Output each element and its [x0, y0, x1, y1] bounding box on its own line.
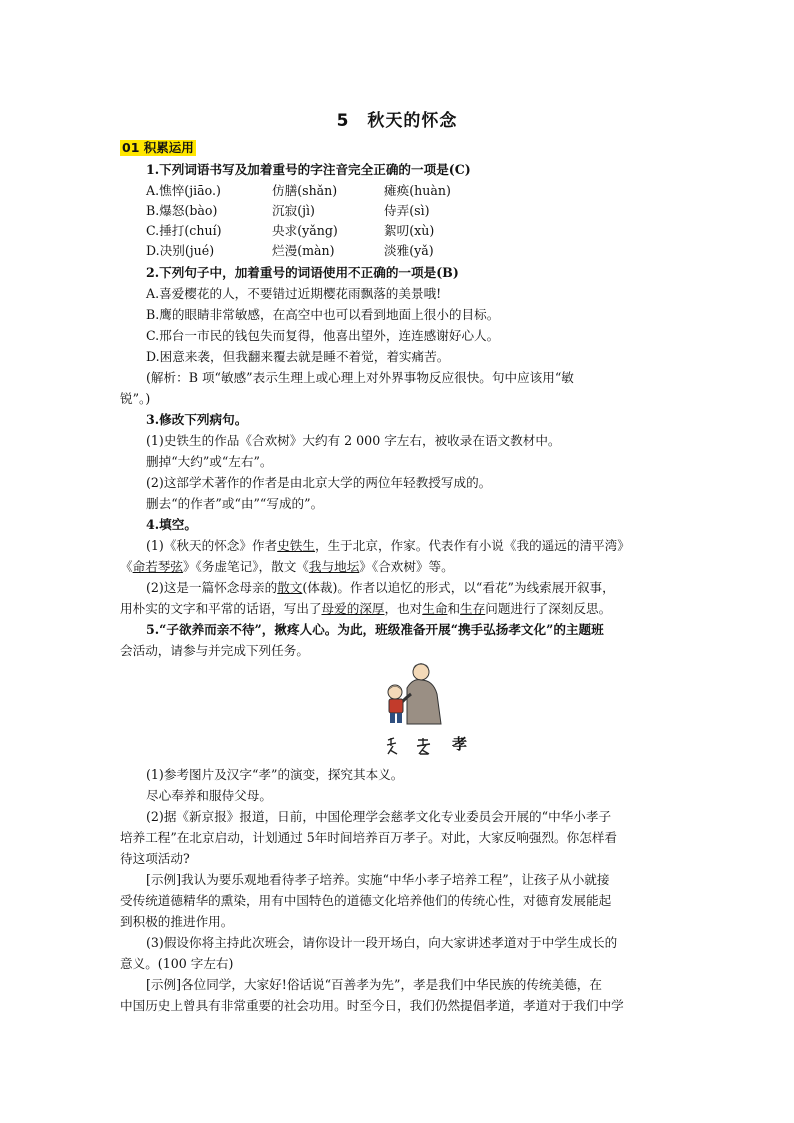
- option-word: 淡雅(yǎ): [384, 243, 434, 258]
- option-word: 侍弄(sì): [384, 203, 430, 218]
- q5-answer-2-cont: 到积极的推进作用。: [120, 914, 234, 929]
- q4-line-1: [146, 536, 680, 556]
- section-heading: 01 积累运用: [122, 140, 194, 155]
- q2-analysis: (解析：B 项“敏感”表示生理上或心理上对外界事物反应很快。句中应该用“敏: [146, 370, 574, 385]
- q5-answer-3-cont: 中国历史上曾具有非常重要的社会功用。时至今日，我们仍然提倡孝道，孝道对于我们中学: [120, 998, 624, 1013]
- answer-blank: 命若琴弦: [132, 559, 183, 574]
- option-word: 沉寂(jì): [272, 203, 315, 218]
- text: (体裁)。作者以追忆的形式，以“看花”为线索展开叙事，: [302, 580, 615, 595]
- text: 问题进行了深刻反思。: [485, 601, 612, 616]
- q4-line-2: [120, 557, 680, 577]
- text: 用朴实的文字和平常的话语，写出了: [120, 601, 322, 616]
- q2-option-c: C.邢台一市民的钱包失而复得，他喜出望外，连连感谢好心人。: [146, 328, 500, 343]
- option-word: 央求(yǎng): [272, 223, 338, 238]
- q5-part-2: (2)据《新京报》报道，日前，中国伦理学会慈孝文化专业委员会开展的“中华小孝子: [146, 809, 612, 824]
- q1-option-a: [146, 181, 680, 201]
- q5-answer-2-cont: 受传统道德精华的熏染，用有中国特色的道德文化培养他们的传统心性，对德育发展能起: [120, 893, 612, 908]
- option-word: B.爆怒(bào): [146, 203, 218, 218]
- q5-part-2-cont: 培养工程”在北京启动，计划通过 5年时间培养百万孝子。对此，大家反响强烈。你怎样看: [120, 830, 618, 845]
- text: ，也对: [384, 601, 423, 616]
- text: 《: [120, 559, 133, 574]
- option-word: 絮叨(xù): [384, 223, 435, 238]
- answer-blank: 生命: [422, 601, 448, 616]
- q2-option-a: A.喜爱樱花的人，不要错过近期樱花雨飘落的美景哦!: [146, 286, 442, 301]
- text: (2)这是一篇怀念母亲的: [146, 580, 278, 595]
- q4-line-3: [146, 578, 680, 598]
- answer-blank: 生存: [460, 601, 486, 616]
- q2-analysis-cont: 锐”。): [120, 391, 151, 406]
- page-title: [0, 106, 794, 131]
- answer-blank: 散文: [277, 580, 303, 595]
- answer-blank: 史铁生: [277, 538, 315, 553]
- q5-stem: 5.“子欲养而亲不待”，揪疼人心。为此，班级准备开展“携手弘扬孝文化”的主题班: [146, 622, 604, 637]
- q4-line-4: [120, 599, 680, 619]
- option-word: D.决别(jué): [146, 243, 215, 258]
- q5-part-3: (3)假设你将主持此次班会，请你设计一段开场白，向大家讲述孝道对于中学生成长的: [146, 935, 618, 950]
- q1-option-c: [146, 221, 680, 241]
- text: ，生于北京，作家。代表作有小说《我的遥远的清平湾》: [314, 538, 630, 553]
- q3-stem: 3.修改下列病句。: [146, 412, 248, 427]
- q5-part-1: (1)参考图片及汉字“孝”的演变，探究其本义。: [146, 767, 404, 782]
- q5-stem-cont: 会活动，请参与并完成下列任务。: [120, 643, 309, 658]
- q3-answer-1: 删掉“大约”或“左右”。: [146, 454, 273, 469]
- text: (1)《秋天的怀念》作者: [146, 538, 278, 553]
- q5-answer-1: 尽心奉养和服侍父母。: [146, 788, 272, 803]
- q4-stem: 4.填空。: [146, 517, 197, 532]
- oracle-glyph: [387, 738, 397, 754]
- text: 》《务虚笔记》，散文《: [182, 559, 309, 574]
- q3-sentence-2: (2)这部学术著作的作者是由北京大学的两位年轻教授写成的。: [146, 475, 492, 490]
- answer-blank: 我与地坛: [308, 559, 360, 574]
- answer-blank: 母爱的深厚: [321, 601, 385, 616]
- lesson-number: 5: [336, 111, 350, 131]
- q5-answer-3: [示例]各位同学，大家好!俗话说“百善孝为先”，孝是我们中华民族的传统美德，在: [146, 977, 602, 992]
- lesson-title: 秋天的怀念: [367, 111, 458, 131]
- q3-sentence-1: (1)史铁生的作品《合欢树》大约有 2 000 字左右，被收录在语文教材中。: [146, 433, 561, 448]
- character-evolution-glyphs: [384, 736, 494, 758]
- q5-part-2-cont: 待这项活动?: [120, 851, 190, 866]
- modern-xiao-character: 孝: [452, 735, 468, 753]
- option-word: 仿膳(shǎn): [272, 183, 338, 198]
- option-word: A.憔悴(jiāo.): [146, 183, 221, 198]
- q1-stem: 1.下列词语书写及加着重号的字注音完全正确的一项是(C): [146, 162, 471, 177]
- q3-answer-2: 删去“的作者”或“由”“写成的”。: [146, 496, 324, 511]
- q5-answer-2: [示例]我认为要乐观地看待孝子培养。实施“中华小孝子培养工程”，让孩子从小就接: [146, 872, 610, 887]
- q2-option-d: D.困意来袭，但我翻来覆去就是睡不着觉，着实痛苦。: [146, 349, 450, 364]
- q1-option-b: [146, 201, 680, 221]
- option-word: C.捶打(chuí): [146, 223, 222, 238]
- q2-option-b: B.鹰的眼睛非常敏感，在高空中也可以看到地面上很小的目标。: [146, 307, 500, 322]
- seal-glyph: [417, 738, 430, 754]
- option-word: 瘫痪(huàn): [384, 183, 451, 198]
- option-word: 烂漫(màn): [272, 243, 335, 258]
- q1-option-d: [146, 241, 680, 261]
- text: 》《合欢树》等。: [359, 559, 454, 574]
- q5-part-3-cont: 意义。(100 字左右): [120, 956, 234, 971]
- text: 和: [447, 601, 461, 616]
- q2-stem: 2.下列句子中，加着重号的词语使用不正确的一项是(B): [146, 265, 459, 280]
- elder-child-illustration: [377, 658, 449, 728]
